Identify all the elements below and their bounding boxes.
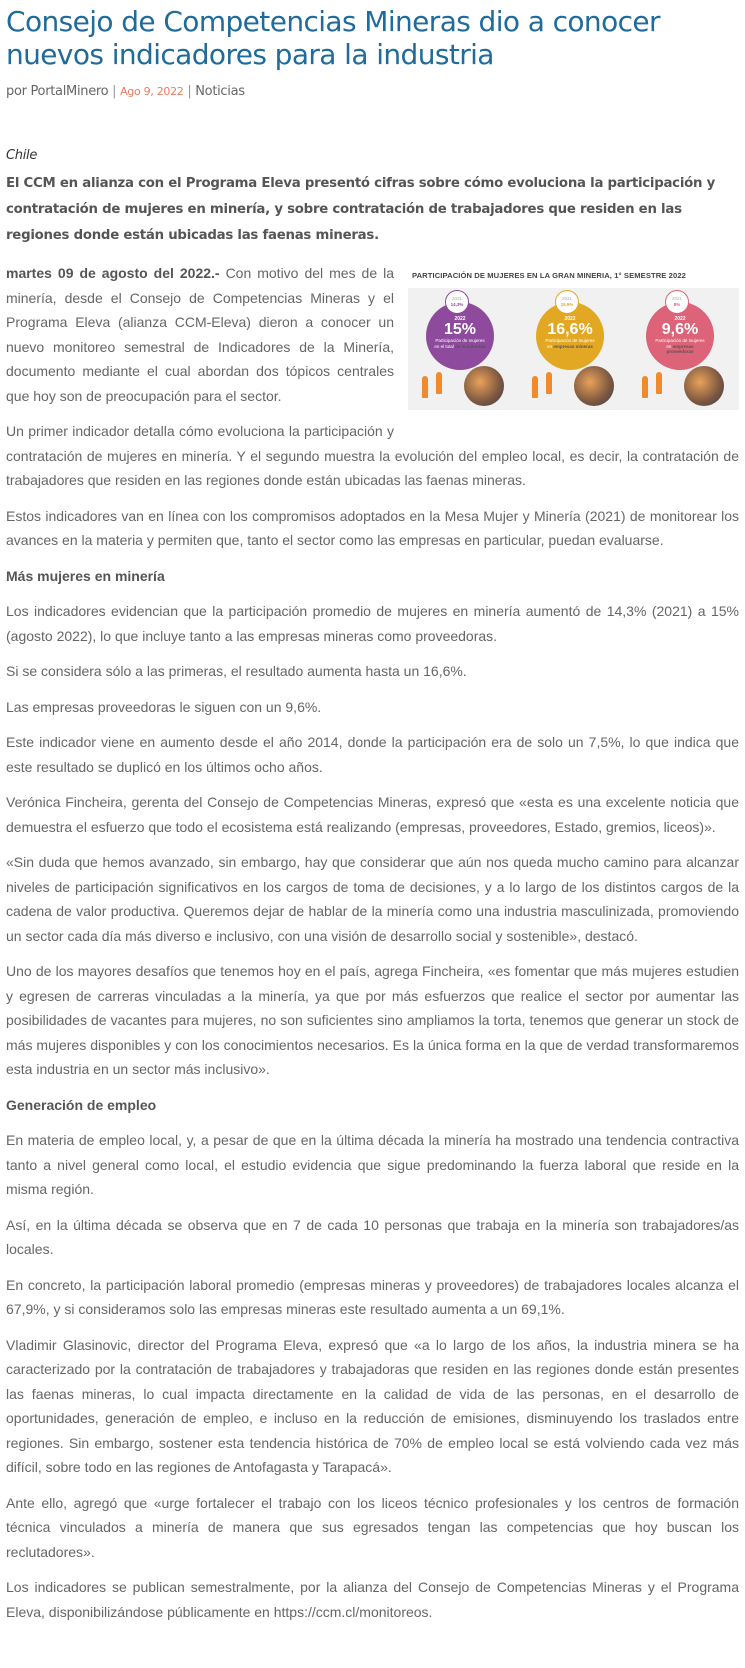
prev-value: 14,3% <box>450 302 464 307</box>
indicator-desc-bold: empresas proveedoras <box>666 343 694 354</box>
location: Chile <box>6 148 38 163</box>
paragraph: Las empresas proveedoras le siguen con un 9,6%. <box>6 698 322 715</box>
worker-figure-icon <box>656 372 662 394</box>
author-link[interactable]: PortalMinero <box>30 84 109 99</box>
indicator-value: 16,6% <box>547 321 593 338</box>
worker-figure-icon <box>422 376 428 398</box>
indicator-desc: Participación de mujeres en <box>655 338 705 349</box>
dateline: martes 09 de agosto del 2022.- <box>6 265 220 281</box>
article-title: Consejo de Competencias Mineras dio a conocer nuevos indicadores para la industria <box>6 5 660 71</box>
paragraph: Uno de los mayores desafíos que tenemos hoy en el país, agrega Fincheira, «es fomentar que más mujeres estudien y egresen de carreras vinculadas a la minería, ya que por más esfuerzos que realice el sector por aumentar las posibilidades de vacantes para mujeres, no son suficientes sino ampliamos la torta, tenemos que generar un stock de más mujeres disponibles y con los conocimientos necesarios. Es la única forma en la que de verdad transformaremos esta industria en un sector más inclusivo». <box>6 963 739 1077</box>
paragraph: En concreto, la participación laboral promedio (empresas mineras y proveedores) de trabajadores locales alcanza el 67,9%, y si consideramos solo las empresas mineras este resultado aumenta a un 69,1%. <box>6 1276 739 1317</box>
worker-photo <box>464 366 504 406</box>
indicator-card <box>526 288 626 410</box>
infographic <box>408 265 739 431</box>
paragraph: Los indicadores se publican semestralmente, por la alianza del Consejo de Competencias Mineras y el Programa Eleva, disponibilizándose públicamente en https://ccm.cl/monitoreos. <box>6 1579 739 1620</box>
article-meta <box>6 84 739 99</box>
paragraph: Verónica Fincheira, gerenta del Consejo de Competencias Mineras, expresó que «esta es una excelente noticia que demuestra el esfuerzo que todo el ecosistema está realizando (empresas, proveedores, Estado, gremios, liceos)». <box>6 794 739 835</box>
paragraph: Este indicador viene en aumento desde el año 2014, donde la participación era de solo un 7,5%, lo que indica que este resultado se duplicó en los últimos ocho años. <box>6 734 739 775</box>
prev-year: 2021 <box>451 296 462 301</box>
section-heading: Más mujeres en minería <box>6 567 165 584</box>
indicator-value: 15% <box>443 321 477 338</box>
prev-year: 2021 <box>561 296 572 301</box>
worker-photo <box>684 366 724 406</box>
category-link[interactable]: Noticias <box>195 84 245 99</box>
paragraph: Estos indicadores van en línea con los compromisos adoptados en la Mesa Mujer y Minería (2021) de monitorear los avances en la materia y permiten que, tanto el sector como las empresas en particular, puedan evaluarse. <box>6 507 739 548</box>
indicator-year: 2022 <box>454 316 466 322</box>
lead-paragraph: El CCM en alianza con el Programa Eleva presentó cifras sobre cómo evoluciona la participación y contratación de mujeres en minería, y sobre contratación de trabajadores que residen en las regiones donde están ubicadas las faenas mineras. <box>6 176 716 243</box>
paragraph: Un primer indicador detalla cómo evoluciona la participación y contratación de mujeres en minería. Y el segundo muestra la evolución del empleo local, es decir, la contratación de trabajadores que residen en las regiones donde están ubicadas las faenas mineras. <box>6 423 739 488</box>
section-heading: Generación de empleo <box>6 1096 157 1113</box>
infographic-title: PARTICIPACIÓN DE MUJERES EN LA GRAN MINERIA, 1° SEMESTRE 2022 <box>412 271 686 280</box>
separator: | <box>183 84 196 99</box>
paragraph: En materia de empleo local, y, a pesar de que en la última década la minería ha mostrado una tendencia contractiva tanto a nivel general como local, el estudio evidencia que sigue predominando la fuerza laboral que reside en la misma región. <box>6 1132 739 1197</box>
paragraph: Si se considera sólo a las primeras, el resultado aumenta hasta un 16,6%. <box>6 663 467 679</box>
worker-photo <box>574 366 614 406</box>
indicator-year: 2022 <box>674 316 686 322</box>
infographic-panel <box>408 288 739 410</box>
worker-figure-icon <box>436 372 442 394</box>
paragraph-text: Con motivo del mes de la minería, desde el Consejo de Competencias Mineras y el Programa Eleva (alianza CCM-Eleva) dieron a conocer un nuevo monitoreo semestral de Indicadores de la Minería, documento mediante el cual abordan dos tópicos centrales que hoy son de preocupación para el sector. <box>6 265 395 404</box>
prev-year-circle <box>445 290 469 314</box>
prev-value: 8% <box>673 302 681 307</box>
prev-year-circle <box>665 290 689 314</box>
paragraph: «Sin duda que hemos avanzado, sin embargo, hay que considerar que aún nos queda mucho camino para alcanzar niveles de participación significativos en los cargos de toma de decisiones, y a lo largo de los distintos cargos de la cadena de valor productiva. Queremos dejar de hablar de la minería como una industria masculinizada, promoviendo un sector cada día más diverso e inclusivo, con una visión de desarrollo social y sostenible», destacó. <box>6 854 739 944</box>
indicator-desc: Participación de mujeres en el total <box>434 338 485 349</box>
prev-year-circle <box>555 290 579 314</box>
separator: | <box>108 84 121 99</box>
worker-figure-icon <box>532 376 538 398</box>
worker-figure-icon <box>546 372 552 394</box>
indicator-desc: Participación de mujeres en <box>545 338 595 349</box>
post-date: Ago 9, 2022 <box>120 85 184 98</box>
prev-value: 15,5% <box>560 302 574 307</box>
paragraph: Ante ello, agregó que «urge fortalecer el trabajo con los liceos técnico profesionales y los centros de formación técnica vinculados a minería de manera que sus egresados tengan las competencias que hoy buscan los reclutadores». <box>6 1494 739 1560</box>
indicator-desc-bold: de la industria <box>455 343 486 349</box>
prev-year: 2021 <box>671 296 682 301</box>
author-prefix: por <box>6 84 31 99</box>
indicator-year: 2022 <box>564 316 576 322</box>
indicator-desc-bold: empresas mineras <box>553 343 593 349</box>
paragraph: Vladimir Glasinovic, director del Programa Eleva, expresó que «a lo largo de los años, la industria minera se ha caracterizado por la contratación de trabajadores y trabajadoras que residen en las regiones donde están presentes las faenas mineras, lo cual impacta directamente en la calidad de vida de las personas, en el desarrollo de oportunidades, generación de empleo, e incluso en la reducción de emisiones, disminuyendo los traslados entre regiones. Sin embargo, sostener esta tendencia histórica de 70% de empleo local se está volviendo cada vez más difícil, sobre todo en las regiones de Antofagasta y Tarapacá». <box>6 1336 739 1475</box>
indicator-card <box>636 288 736 410</box>
paragraph: Así, en la última década se observa que en 7 de cada 10 personas que trabaja en la minería son trabajadores/as locales. <box>6 1216 739 1257</box>
indicator-card <box>416 288 516 410</box>
paragraph: Los indicadores evidencian que la participación promedio de mujeres en minería aumentó de 14,3% (2021) a 15% (agosto 2022), lo que incluye tanto a las empresas mineras como proveedoras. <box>6 603 739 644</box>
article-body <box>6 261 739 1624</box>
worker-figure-icon <box>642 376 648 398</box>
indicator-value: 9,6% <box>661 321 699 338</box>
